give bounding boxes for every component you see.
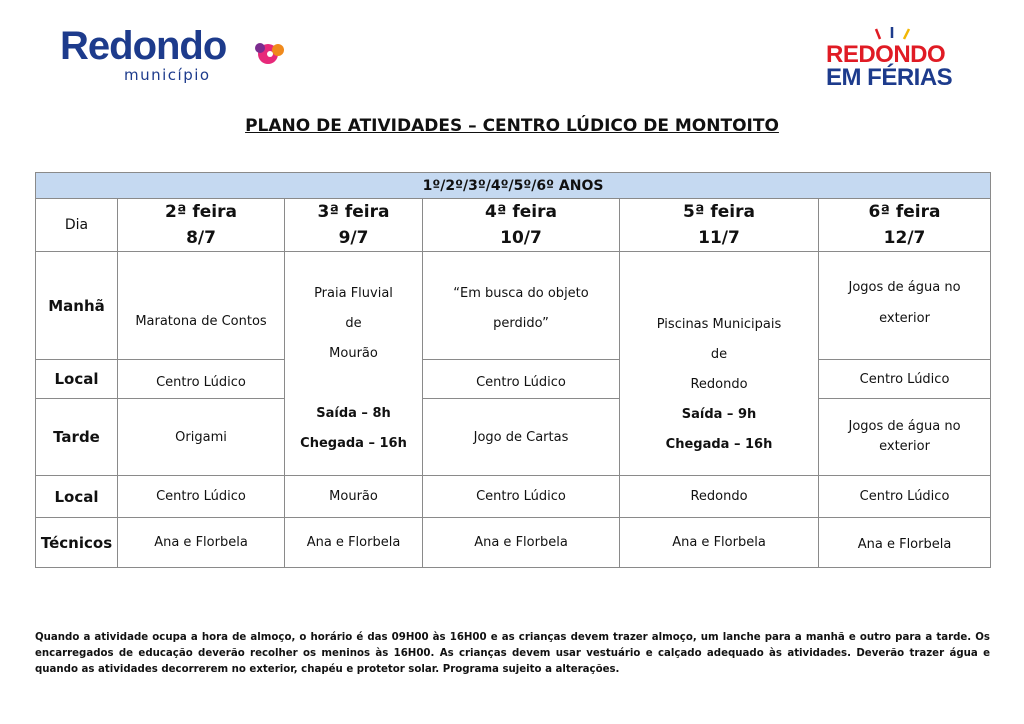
monday-technicians: Ana e Florbela <box>118 518 285 568</box>
page-title: PLANO DE ATIVIDADES – CENTRO LÚDICO DE MONTOITO <box>245 116 779 136</box>
monday-afternoon-place: Centro Lúdico <box>118 476 285 518</box>
activity-schedule-table <box>35 172 991 568</box>
day-header-tuesday: 3ª feira 9/7 <box>285 199 423 252</box>
row-label-local-afternoon: Local <box>36 476 118 518</box>
wednesday-morning-place: Centro Lúdico <box>423 360 620 399</box>
friday-afternoon-place: Centro Lúdico <box>819 476 991 518</box>
age-band-header: 1º/2º/3º/4º/5º/6º ANOS <box>36 173 991 199</box>
day-label: Dia <box>36 199 118 252</box>
redondo-municipio-logo <box>60 22 250 87</box>
thursday-afternoon-place: Redondo <box>620 476 819 518</box>
friday-morning-activity: Jogos de água no exterior <box>819 252 991 360</box>
tuesday-technicians: Ana e Florbela <box>285 518 423 568</box>
logo-line-2: EM FÉRIAS <box>826 64 953 91</box>
day-header-thursday: 5ª feira 11/7 <box>620 199 819 252</box>
day-header-monday: 2ª feira 8/7 <box>118 199 285 252</box>
monday-morning-place: Centro Lúdico <box>118 360 285 399</box>
row-label-morning: Manhã <box>36 252 118 360</box>
friday-afternoon-activity: Jogos de água no exterior <box>819 399 991 476</box>
sun-rays-icon <box>870 26 920 40</box>
friday-technicians: Ana e Florbela <box>819 518 991 568</box>
monday-morning-activity: Maratona de Contos <box>118 252 285 360</box>
logo-subtitle: município <box>124 66 211 84</box>
monday-afternoon-activity: Origami <box>118 399 285 476</box>
row-label-local-morning: Local <box>36 360 118 399</box>
thursday-technicians: Ana e Florbela <box>620 518 819 568</box>
row-label-afternoon: Tarde <box>36 399 118 476</box>
redondo-em-ferias-logo <box>822 26 957 90</box>
wednesday-morning-activity: “Em busca do objeto perdido” <box>423 252 620 360</box>
wednesday-technicians: Ana e Florbela <box>423 518 620 568</box>
footnote: Quando a atividade ocupa a hora de almoço, o horário é das 09H00 às 16H00 e as crianças devem trazer almoço, um lanche para a manhã e outro para a tarde. Os encarregados de educação deverão recolher os meninos às 16H00. As crianças devem usar vestuário e calçado adequado às atividades. Deverão trazer água e quando as atividades decorrerem no exterior, chapéu e protetor solar. Programa sujeito a alterações. <box>35 632 990 675</box>
day-header-friday: 6ª feira 12/7 <box>819 199 991 252</box>
tuesday-trip-cell: Praia Fluvial de Mourão Saída – 8h Chegada – 16h <box>285 252 423 476</box>
flower-icon <box>230 34 300 74</box>
thursday-trip-cell: Piscinas Municipais de Redondo Saída – 9h Chegada – 16h <box>620 252 819 476</box>
friday-morning-place: Centro Lúdico <box>819 360 991 399</box>
logo-wordmark: Redondo <box>60 24 227 68</box>
logo-line-1: REDONDO <box>826 41 946 68</box>
tuesday-afternoon-place: Mourão <box>285 476 423 518</box>
day-header-wednesday: 4ª feira 10/7 <box>423 199 620 252</box>
row-label-technicians: Técnicos <box>36 518 118 568</box>
wednesday-afternoon-activity: Jogo de Cartas <box>423 399 620 476</box>
wednesday-afternoon-place: Centro Lúdico <box>423 476 620 518</box>
